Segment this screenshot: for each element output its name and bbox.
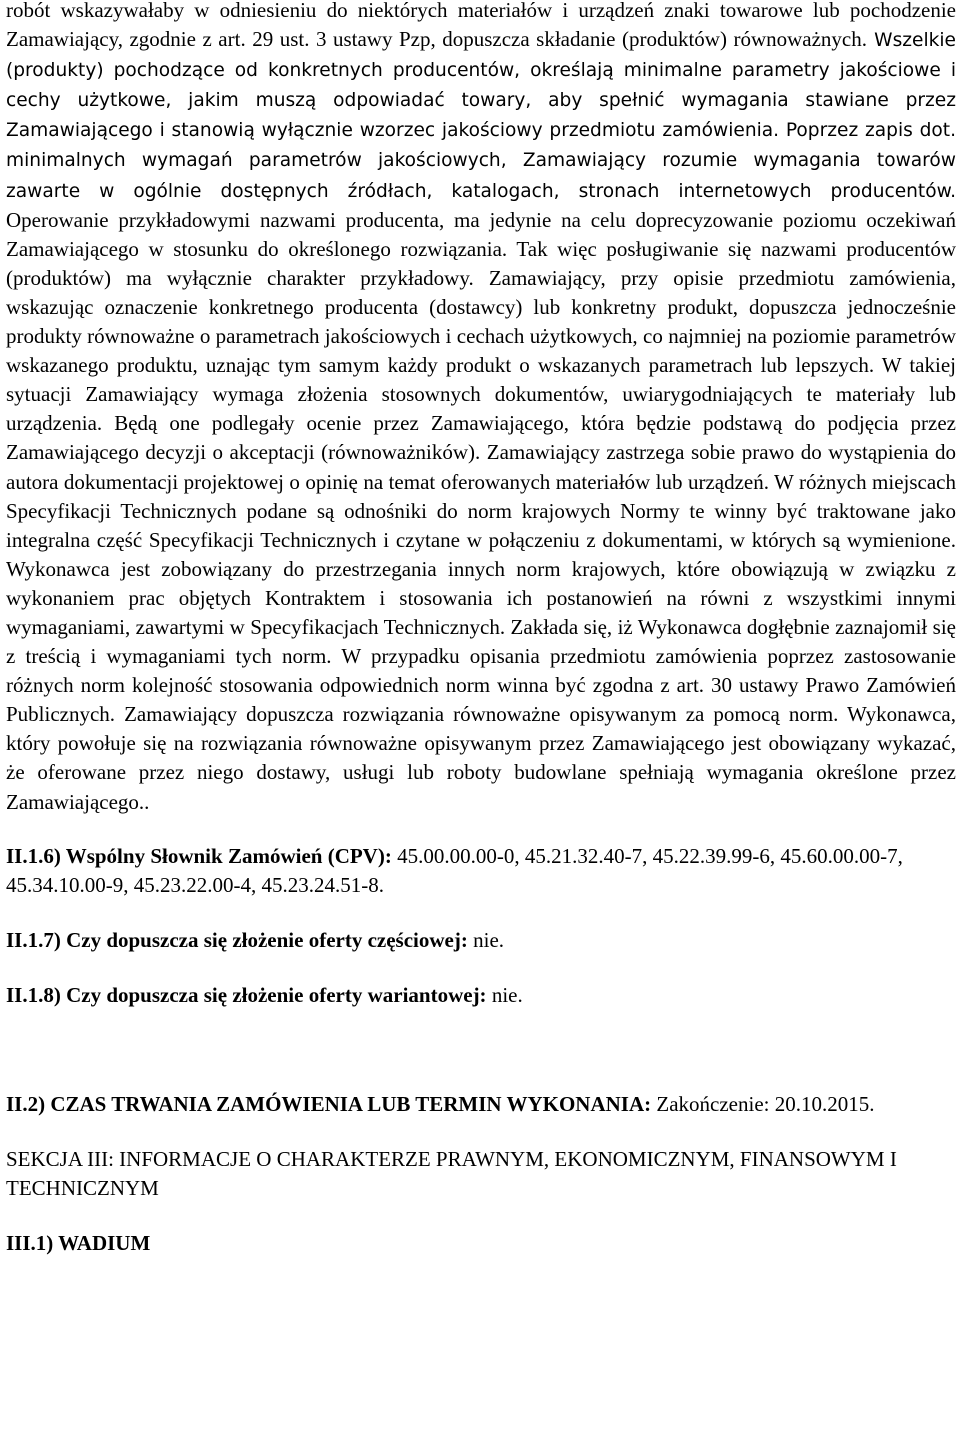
intro-paragraph	[6, 0, 956, 817]
cpv-value: 45.00.00.00-0, 45.21.32.40-7, 45.22.39.99-6, 45.60.00.00-7, 45.34.10.00-9, 45.23.22.00-4, 45.23.24.51-8.	[6, 843, 903, 897]
wadium-heading	[6, 1229, 956, 1258]
variant-offer-section	[6, 981, 956, 1010]
partial-offer-label: II.1.7) Czy dopuszcza się złożenie oferty częściowej:	[6, 927, 468, 952]
cpv-section	[6, 842, 956, 900]
intro-sentence-1: robót wskazywałaby w odniesieniu do niektórych materiałów i urządzeń znaki towarowe lub pochodzenie Zamawiający, zgodnie z art. 29 ust. 3 ustawy Pzp, dopuszcza składanie (produktów) równoważnych.	[6, 0, 956, 52]
partial-offer-section	[6, 926, 956, 955]
intro-sentence-3: minimalnych wymagań parametrów jakościowych, Zamawiający rozumie wymagania towarów zawarte w ogólnie dostępnych źródłach, katalogach, stronach internetowych producentów.	[6, 150, 956, 202]
duration-label: II.2) CZAS TRWANIA ZAMÓWIENIA LUB TERMIN WYKONANIA:	[6, 1092, 652, 1116]
partial-offer-value: nie.	[467, 927, 505, 952]
intro-sentence-5: Tak więc posługiwanie się nazwami producentów (produktów) ma wyłącznie charakter przykładowy.	[6, 236, 957, 290]
intro-sentence-2: Wszelkie (produkty) pochodzące od konkretnych producentów, określają minimalne parametry jakościowe i cechy użytkowe, jakim muszą odpowiadać towary, aby spełnić wymagania stawiane przez Zamawiającego i stanowią wyłącznie wzorzec jakościowy przedmiotu zamówienia. Poprzez zapis dot.	[6, 30, 956, 142]
duration-value: Zakończenie: 20.10.2015.	[651, 1092, 875, 1116]
cpv-label: II.1.6) Wspólny Słownik Zamówień (CPV):	[6, 843, 392, 868]
document-page	[6, 0, 956, 1258]
intro-sentence-4: Operowanie przykładowymi nazwami producenta, ma jedynie na celu doprecyzowanie poziomu oczekiwań Zamawiającego w stosunku do określonego rozwiązania.	[6, 207, 956, 261]
duration-section	[6, 1090, 956, 1119]
variant-offer-value: nie.	[486, 982, 523, 1007]
section-3-heading: SEKCJA III: INFORMACJE O CHARAKTERZE PRAWNYM, EKONOMICZNYM, FINANSOWYM I TECHNICZNYM	[6, 1147, 897, 1201]
intro-sentence-6: Zamawiający, przy opisie przedmiotu zamówienia, wskazując oznaczenie konkretnego producenta (dostawcy) lub konkretny produkt, dopuszcza jednocześnie produkty równoważne o parametrach jakościowych i cechach użytkowych, co najmniej na poziomie parametrów wskazanego produktu, uznając tym samym każdy produkt o wskazanych parametrach lub lepszych. W takiej sytuacji Zamawiający wymaga złożenia stosownych dokumentów, uwiarygodniających te materiały lub urządzenia. Będą one podlegały ocenie przez Zamawiającego, która będzie podstawą do podjęcia przez Zamawiającego decyzji o akceptacji (równoważników). Zamawiający zastrzega sobie prawo do wystąpienia do autora dokumentacji projektowej o opinię na temat oferowanych materiałów lub urządzeń. W różnych miejscach Specyfikacji Technicznych podane są odnośniki do norm krajowych Normy te winny być traktowane jako integralna część Specyfikacji Technicznych i czytane w połączeniu z dokumentami, w których są wymienione. Wykonawca jest zobowiązany do przestrzegania innych norm krajowych, które obowiązują w związku z wykonaniem prac objętych Kontraktem i stosowania ich postanowień na równi z wszystkimi innymi wymaganiami, zawartymi w Specyfikacjach Technicznych. Zakłada się, iż Wykonawca dogłębnie zaznajomił się z treścią i wymaganiami tych norm. W przypadku opisania przedmiotu zamówienia poprzez zastosowanie różnych norm kolejność stosowania odpowiednich norm winna być zgodna z art. 30 ustawy Prawo Zamówień Publicznych. Zamawiający dopuszcza rozwiązania równoważne opisywanym za pomocą norm. Wykonawca, który powołuje się na rozwiązania równoważne opisywanym przez Zamawiającego jest obowiązany wykazać, że oferowane przez niego dostawy, usługi lub roboty budowlane spełniają wymagania określone przez Zamawiającego..	[6, 265, 956, 814]
wadium-heading-text: III.1) WADIUM	[6, 1231, 151, 1256]
variant-offer-label: II.1.8) Czy dopuszcza się złożenie oferty wariantowej:	[6, 982, 487, 1007]
